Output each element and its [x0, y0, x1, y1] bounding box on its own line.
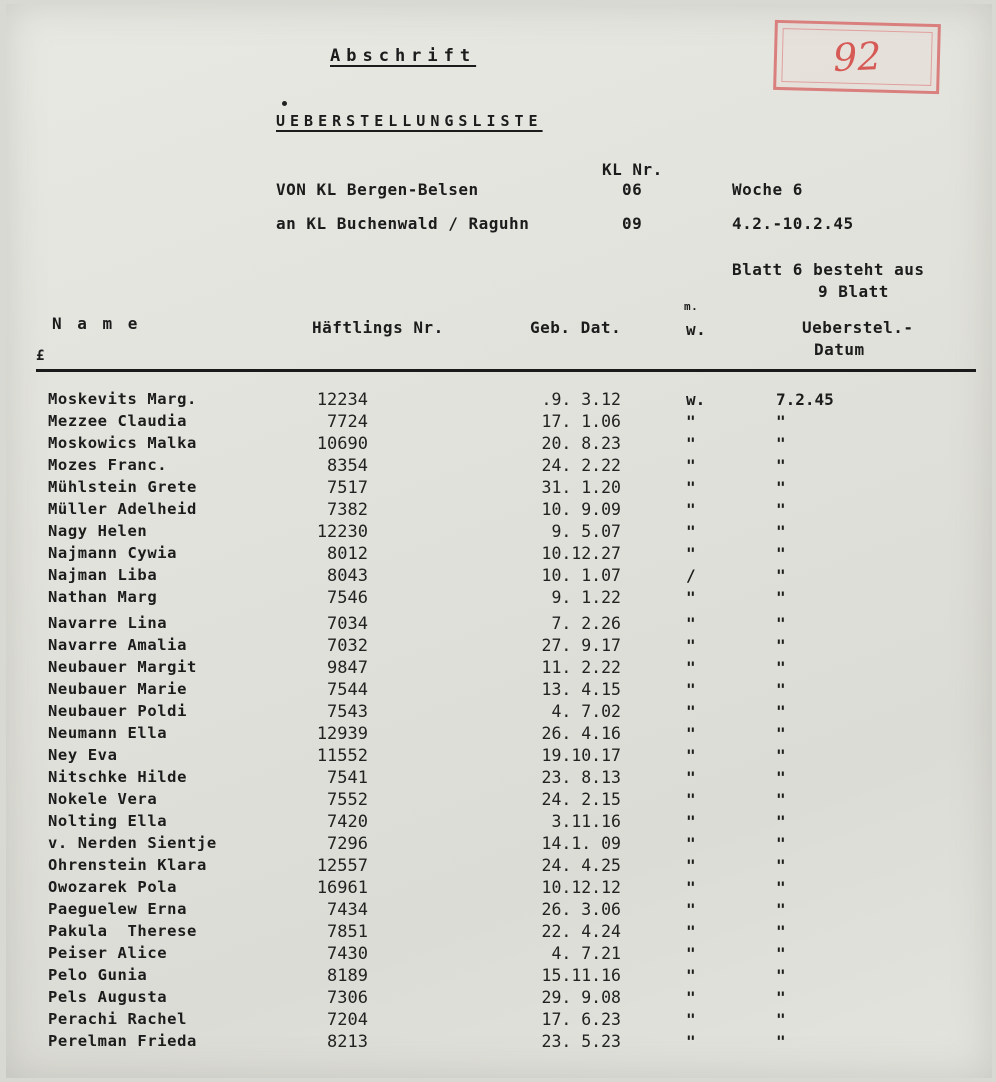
table-row — [6, 966, 992, 988]
kl-nr-to: 09 — [622, 214, 643, 233]
transfer-date: " — [776, 614, 786, 633]
prisoner-name: Pakula Therese — [48, 922, 197, 940]
prisoner-name: Nagy Helen — [48, 522, 148, 540]
prisoner-number: 7552 — [327, 790, 368, 810]
prisoner-number: 7434 — [327, 900, 368, 920]
transfer-date: " — [776, 658, 786, 677]
sex-marker: " — [686, 434, 696, 453]
list-title: UEBERSTELLUNGSLISTE — [276, 112, 543, 130]
prisoner-number: 7724 — [327, 412, 368, 432]
table-row — [6, 944, 992, 966]
sex-marker: " — [686, 658, 696, 677]
transfer-date: " — [776, 522, 786, 541]
transfer-date: " — [776, 1010, 786, 1029]
transfer-date: " — [776, 922, 786, 941]
birth-date: 9. 5.07 — [551, 522, 621, 541]
sex-marker: " — [686, 588, 696, 607]
table-row — [6, 588, 992, 610]
transfer-date: " — [776, 412, 786, 431]
birth-date: 31. 1.20 — [541, 478, 621, 497]
prisoner-number: 11552 — [316, 746, 368, 766]
prisoner-name: Paeguelew Erna — [48, 900, 188, 918]
table-row — [6, 790, 992, 812]
sex-marker: " — [686, 544, 696, 563]
table-row — [6, 680, 992, 702]
table-row — [6, 988, 992, 1010]
sheet-info: Blatt 6 besteht aus — [732, 260, 925, 279]
birth-date: 10. 1.07 — [541, 566, 621, 585]
document-title: Abschrift — [330, 46, 477, 66]
birth-date: 11. 2.22 — [541, 658, 621, 677]
birth-date: 10. 9.09 — [541, 500, 621, 519]
sex-marker: " — [686, 412, 696, 431]
prisoner-number: 12234 — [316, 390, 368, 410]
prisoner-number: 12939 — [316, 724, 368, 744]
umlaut-dot — [282, 101, 287, 106]
prisoner-name: Najmann Cywia — [48, 544, 178, 562]
prisoner-number: 7517 — [327, 478, 368, 498]
prisoner-number: 7034 — [327, 614, 368, 634]
birth-date: 10.12.12 — [541, 878, 621, 897]
prisoner-name: Moskevits Marg. — [48, 390, 197, 408]
prisoner-name: Mezzee Claudia — [48, 412, 188, 430]
sex-marker: " — [686, 922, 696, 941]
transfer-date: " — [776, 834, 786, 853]
table-row — [6, 878, 992, 900]
prisoner-name: Ohrenstein Klara — [48, 856, 207, 874]
birth-date: 27. 9.17 — [541, 636, 621, 655]
sex-marker: " — [686, 878, 696, 897]
transfer-date: " — [776, 1032, 786, 1051]
prisoner-name: Nokele Vera — [48, 790, 158, 808]
transfer-date: " — [776, 434, 786, 453]
week-label: Woche 6 — [732, 180, 803, 199]
col-transfer-header-2: Datum — [814, 340, 865, 359]
archive-stamp — [773, 20, 941, 94]
birth-date: 4. 7.21 — [551, 944, 621, 963]
table-row — [6, 1032, 992, 1054]
prisoner-number: 8043 — [327, 566, 368, 586]
birth-date: 3.11.16 — [551, 812, 621, 831]
sex-marker: " — [686, 456, 696, 475]
transfer-date: " — [776, 878, 786, 897]
prisoner-name: Neubauer Margit — [48, 658, 197, 676]
birth-date: 26. 4.16 — [541, 724, 621, 743]
sex-marker: " — [686, 746, 696, 765]
transfer-date: " — [776, 856, 786, 875]
prisoner-number: 7306 — [327, 988, 368, 1008]
week-range: 4.2.-10.2.45 — [732, 214, 854, 233]
prisoner-number: 7430 — [327, 944, 368, 964]
birth-date: 7. 2.26 — [551, 614, 621, 633]
prisoner-number: 7204 — [327, 1010, 368, 1030]
prisoner-number: 8213 — [327, 1032, 368, 1052]
header-rule — [36, 369, 976, 372]
birth-date: 24. 4.25 — [541, 856, 621, 875]
prisoner-name: Neubauer Marie — [48, 680, 188, 698]
table-row — [6, 636, 992, 658]
table-row — [6, 834, 992, 856]
prisoner-number: 8354 — [327, 456, 368, 476]
prisoner-number: 8189 — [327, 966, 368, 986]
transfer-date: " — [776, 636, 786, 655]
birth-date: 19.10.17 — [541, 746, 621, 765]
sex-marker: " — [686, 768, 696, 787]
table-row — [6, 522, 992, 544]
sex-marker: " — [686, 522, 696, 541]
transfer-date: " — [776, 790, 786, 809]
prisoner-number: 9847 — [327, 658, 368, 678]
prisoner-name: Peiser Alice — [48, 944, 168, 962]
sex-marker: " — [686, 856, 696, 875]
sex-marker: " — [686, 636, 696, 655]
sex-marker: " — [686, 1032, 696, 1051]
prisoner-name: Neubauer Poldi — [48, 702, 188, 720]
prisoner-number: 12230 — [316, 522, 368, 542]
transfer-date: " — [776, 500, 786, 519]
transfer-date: " — [776, 768, 786, 787]
table-row — [6, 500, 992, 522]
prisoner-number: 7543 — [327, 702, 368, 722]
prisoner-number: 7420 — [327, 812, 368, 832]
prisoner-name: Nathan Marg — [48, 588, 158, 606]
table-row — [6, 922, 992, 944]
transfer-date: " — [776, 588, 786, 607]
prisoner-number: 12557 — [316, 856, 368, 876]
birth-date: 9. 1.22 — [551, 588, 621, 607]
prisoner-name: Ney Eva — [48, 746, 118, 764]
prisoner-number: 7296 — [327, 834, 368, 854]
prisoner-name: Pels Augusta — [48, 988, 168, 1006]
col-transfer-header: Ueberstel.- — [802, 318, 914, 337]
prisoner-name: Neumann Ella — [48, 724, 168, 742]
prisoner-name: Navarre Amalia — [48, 636, 188, 654]
prisoner-number: 10690 — [316, 434, 368, 454]
birth-date: 22. 4.24 — [541, 922, 621, 941]
prisoner-name: Mozes Franc. — [48, 456, 168, 474]
birth-date: 17. 1.06 — [541, 412, 621, 431]
sex-marker: / — [686, 566, 696, 585]
transfer-date: " — [776, 812, 786, 831]
prisoner-name: Perachi Rachel — [48, 1010, 188, 1028]
birth-date: 10.12.27 — [541, 544, 621, 563]
birth-date: 13. 4.15 — [541, 680, 621, 699]
prisoner-number: 7546 — [327, 588, 368, 608]
col-name-header: N a m e — [52, 314, 141, 333]
transfer-date: " — [776, 478, 786, 497]
birth-date: 4. 7.02 — [551, 702, 621, 721]
table-row — [6, 544, 992, 566]
transfer-date: " — [776, 456, 786, 475]
table-row — [6, 456, 992, 478]
margin-mark: £ — [36, 348, 45, 364]
sex-marker: " — [686, 478, 696, 497]
sex-marker: " — [686, 966, 696, 985]
kl-nr-from: 06 — [622, 180, 643, 199]
sex-marker: " — [686, 500, 696, 519]
sex-marker: " — [686, 900, 696, 919]
sex-marker: " — [686, 790, 696, 809]
sex-marker: " — [686, 702, 696, 721]
stamp-number: 92 — [831, 33, 883, 81]
transfer-date: " — [776, 900, 786, 919]
transfer-date: " — [776, 944, 786, 963]
birth-date: 20. 8.23 — [541, 434, 621, 453]
transfer-date: " — [776, 966, 786, 985]
sex-marker: " — [686, 680, 696, 699]
table-row — [6, 724, 992, 746]
prisoner-name: Nitschke Hilde — [48, 768, 188, 786]
table-row — [6, 768, 992, 790]
sheet-count: 9 Blatt — [818, 282, 889, 301]
prisoner-number: 7541 — [327, 768, 368, 788]
birth-date: 17. 6.23 — [541, 1010, 621, 1029]
sex-marker: " — [686, 724, 696, 743]
prisoner-name: Moskowics Malka — [48, 434, 197, 452]
prisoner-name: Navarre Lina — [48, 614, 168, 632]
sex-marker: " — [686, 812, 696, 831]
prisoner-number: 7032 — [327, 636, 368, 656]
prisoner-name: v. Nerden Sientje — [48, 834, 217, 852]
birth-date: 26. 3.06 — [541, 900, 621, 919]
prisoner-name: Najman Liba — [48, 566, 158, 584]
birth-date: .9. 3.12 — [541, 390, 621, 409]
transfer-date: " — [776, 724, 786, 743]
from-camp: VON KL Bergen-Belsen — [276, 180, 479, 199]
birth-date: 23. 5.23 — [541, 1032, 621, 1051]
birth-date: 24. 2.15 — [541, 790, 621, 809]
table-row — [6, 746, 992, 768]
prisoner-number: 16961 — [316, 878, 368, 898]
col-sex-header-m: m. — [684, 300, 699, 313]
kl-nr-label: KL Nr. — [602, 160, 663, 179]
table-row — [6, 614, 992, 636]
table-row — [6, 478, 992, 500]
prisoner-list — [6, 390, 992, 1054]
sex-marker: w. — [686, 390, 706, 409]
birth-date: 15.11.16 — [541, 966, 621, 985]
table-row — [6, 434, 992, 456]
birth-date: 24. 2.22 — [541, 456, 621, 475]
prisoner-number: 7382 — [327, 500, 368, 520]
col-sex-header-w: w. — [686, 320, 707, 339]
sex-marker: " — [686, 614, 696, 633]
prisoner-number: 7851 — [327, 922, 368, 942]
table-row — [6, 566, 992, 588]
table-row — [6, 1010, 992, 1032]
to-camp: an KL Buchenwald / Raguhn — [276, 214, 530, 233]
prisoner-name: Nolting Ella — [48, 812, 168, 830]
col-birth-date-header: Geb. Dat. — [530, 318, 622, 337]
sex-marker: " — [686, 1010, 696, 1029]
transfer-date: " — [776, 988, 786, 1007]
prisoner-number: 7544 — [327, 680, 368, 700]
col-prisoner-nr-header: Häftlings Nr. — [312, 318, 444, 337]
table-row — [6, 658, 992, 680]
sex-marker: " — [686, 834, 696, 853]
sex-marker: " — [686, 988, 696, 1007]
table-row — [6, 812, 992, 834]
transfer-date: " — [776, 702, 786, 721]
prisoner-name: Pelo Gunia — [48, 966, 148, 984]
prisoner-name: Mühlstein Grete — [48, 478, 197, 496]
birth-date: 29. 9.08 — [541, 988, 621, 1007]
transfer-date: " — [776, 680, 786, 699]
transfer-date: " — [776, 544, 786, 563]
table-row — [6, 390, 992, 412]
prisoner-name: Owozarek Pola — [48, 878, 178, 896]
transfer-date: " — [776, 746, 786, 765]
table-row — [6, 412, 992, 434]
birth-date: 14.1. 09 — [541, 834, 621, 853]
table-row — [6, 856, 992, 878]
transfer-date: " — [776, 566, 786, 585]
document-page — [6, 4, 992, 1078]
prisoner-name: Perelman Frieda — [48, 1032, 197, 1050]
birth-date: 23. 8.13 — [541, 768, 621, 787]
table-row — [6, 702, 992, 724]
sex-marker: " — [686, 944, 696, 963]
table-row — [6, 900, 992, 922]
transfer-date: 7.2.45 — [776, 390, 834, 409]
prisoner-number: 8012 — [327, 544, 368, 564]
prisoner-name: Müller Adelheid — [48, 500, 197, 518]
